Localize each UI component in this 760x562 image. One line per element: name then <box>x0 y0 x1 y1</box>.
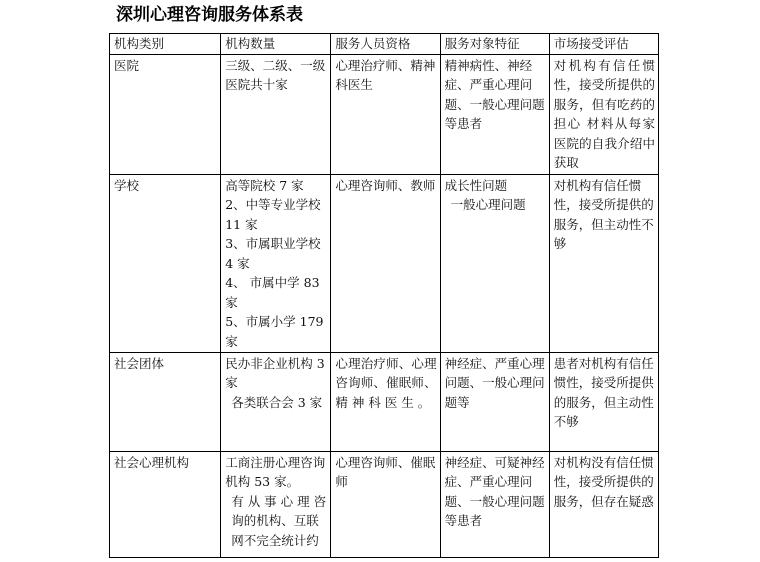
cell-staff: 心理咨询师、催眠师 <box>331 451 440 557</box>
count-line: 三级、二级、一级医院共十家 <box>225 57 326 92</box>
cell-clients: 神经症、可疑神经症、严重心理问题、一般心理问题等患者 <box>440 451 549 557</box>
cell-market: 对机构有信任惯性，接受所提供的服务，但有吃药的担心 材料从每家医院的自我介绍中获取 <box>549 54 658 174</box>
table-row <box>110 174 659 352</box>
cell-market: 对机构有信任惯性，接受所提供的服务，但主动性不够 <box>549 174 658 352</box>
header-clients: 服务对象特征 <box>440 34 549 55</box>
table-row <box>110 352 659 451</box>
header-count: 机构数量 <box>221 34 331 55</box>
document-title: 深圳心理咨询服务体系表 <box>116 5 303 25</box>
count-line: 5、市属小学 179 家 <box>225 314 324 349</box>
cell-category: 社会心理机构 <box>110 451 221 557</box>
clients-line: 成长性问题 <box>444 177 508 193</box>
cell-category: 社会团体 <box>110 352 221 451</box>
cell-market: 对机构没有信任惯性，接受所提供的服务，但存在疑惑 <box>549 451 658 557</box>
cell-count <box>221 54 331 174</box>
clients-line: 一般心理问题 <box>450 197 526 212</box>
table-header-row <box>110 34 659 55</box>
cell-count <box>221 174 331 352</box>
header-category: 机构类别 <box>110 34 221 55</box>
cell-count <box>221 352 331 451</box>
cell-clients: 精神病性、神经症、严重心理问题、一般心理问题等患者 <box>440 54 549 174</box>
service-system-table <box>109 33 659 558</box>
count-line: 各类联合会 3 家 <box>231 394 323 410</box>
cell-clients <box>440 174 549 352</box>
cell-staff: 心理治疗师、精神科医生 <box>331 54 440 174</box>
cell-staff: 心理治疗师、心理咨询师、催眠师、 精 神 科 医 生 。 <box>331 352 440 451</box>
count-line: 2、中等专业学校 11 家 <box>225 197 321 232</box>
count-line: 高等院校 7 家 <box>225 177 304 193</box>
count-line: 民办非企业机构 3 家 <box>225 355 325 390</box>
cell-count <box>221 451 331 557</box>
cell-category: 学校 <box>110 174 221 352</box>
table-row <box>110 451 659 557</box>
count-line: 3、市属职业学校 4 家 <box>225 236 321 271</box>
cell-category: 医院 <box>110 54 221 174</box>
header-market: 市场接受评估 <box>549 34 658 55</box>
count-line: 工商注册心理咨询机构 53 家。 <box>225 454 326 489</box>
cell-staff: 心理咨询师、教师 <box>331 174 440 352</box>
cell-clients: 神经症、严重心理问题、一般心理问题等 <box>440 352 549 451</box>
count-line: 有 从 事 心 理 咨 询的机构、互联网不完全统计约 <box>231 493 327 548</box>
header-staff: 服务人员资格 <box>331 34 440 55</box>
table-row <box>110 54 659 174</box>
count-line: 4、 市属中学 83 家 <box>225 275 320 310</box>
cell-market: 患者对机构有信任惯性，接受所提供的服务，但主动性不够 <box>549 352 658 451</box>
